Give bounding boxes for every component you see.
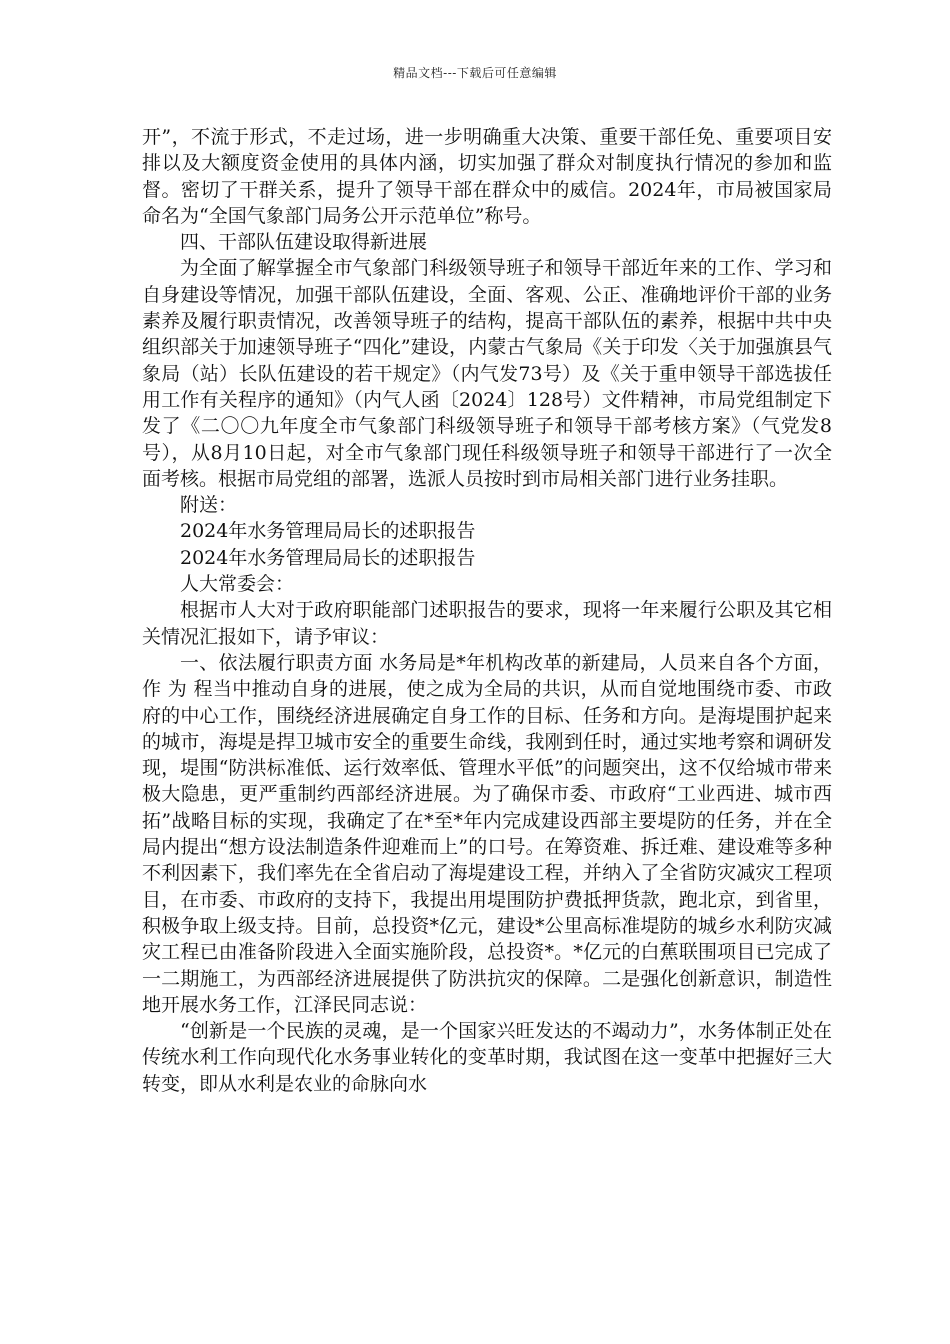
report-title-repeat: 2024年水务管理局局长的述职报告	[180, 546, 476, 569]
page-header: 精品文档---下载后可任意编辑	[393, 66, 557, 80]
attachment-label: 附送：	[180, 494, 238, 517]
paragraph-continuation: 开”，不流于形式，不走过场，进一步明确重大决策、重要干部任免、重要项目安排以及大额度资金使用的具体内涵，切实加强了群众对制度执行情况的参加和监督。密切了干群关系，提升了领导干部在群众中的威信。2024年，市局被国家局命名为“全国气象部门局务公开示范单位”称号。	[142, 126, 832, 227]
document-body	[142, 124, 832, 1097]
section-heading: 四、干部队伍建设取得新进展	[180, 231, 428, 254]
paragraph-intro: 根据市人大对于政府职能部门述职报告的要求，现将一年来履行公职及其它相关情况汇报如下，请予审议：	[142, 599, 832, 648]
report-title: 2024年水务管理局局长的述职报告	[180, 520, 476, 543]
paragraph-innovation: “创新是一个民族的灵魂，是一个国家兴旺发达的不竭动力”，水务体制正处在传统水利工作向现代化水务事业转化的变革时期，我试图在这一变革中把握好三大转变，即从水利是农业的命脉向水	[142, 1020, 832, 1095]
paragraph-duties: 一、依法履行职责方面 水务局是*年机构改革的新建局，人员来自各个方面，作 为 程当中推动自身的进展，使之成为全局的共识，从而自觉地围绕市委、市政府的中心工作，围绕经济进展确定自身工作的目标、任务和方向。是海堤围护起来的城市，海堤是捍卫城市安全的重要生命线，我刚到任时，通过实地考察和调研发现，堤围“防洪标准低、运行效率低、管理水平低”的问题突出，这不仅给城市带来极大隐患，更严重制约西部经济进展。为了确保市委、市政府“工业西进、城市西拓”战略目标的实现，我确定了在*至*年内完成建设西部主要堤防的任务，并在全局内提出“想方设法制造条件迎难而上”的口号。在筹资难、拆迁难、建设难等多种不利因素下，我们率先在全省启动了海堤建设工程，并纳入了全省防灾减灾工程项目，在市委、市政府的支持下，我提出用堤围防护费抵押货款，跑北京，到省里，积极争取上级支持。目前，总投资*亿元，建设*公里高标准堤防的城乡水利防灾减灾工程已由准备阶段进入全面实施阶段，总投资*。*亿元的白蕉联围项目已完成了一二期施工，为西部经济进展提供了防洪抗灾的保障。二是强化创新意识，制造性地开展水务工作，江泽民同志说：	[142, 651, 832, 1016]
salutation: 人大常委会：	[180, 573, 295, 596]
paragraph-cadre-assessment: 为全面了解掌握全市气象部门科级领导班子和领导干部近年来的工作、学习和自身建设等情况，加强干部队伍建设，全面、客观、公正、准确地评价干部的业务素养及履行职责情况，改善领导班子的结构，提高干部队伍的素养，根据中共中央组织部关于加速领导班子“四化”建设，内蒙古气象局《关于印发〈关于加强旗县气象局（站）长队伍建设的若干规定》（内气发73号）及《关于重申领导干部选拔任用工作有关程序的通知》（内气人函〔2024〕128号）文件精神，市局党组制定下发了《二〇〇九年度全市气象部门科级领导班子和领导干部考核方案》（气党发8号），从8月10日起，对全市气象部门现任科级领导班子和领导干部进行了一次全面考核。根据市局党组的部署，选派人员按时到市局相关部门进行业务挂职。	[142, 257, 832, 490]
